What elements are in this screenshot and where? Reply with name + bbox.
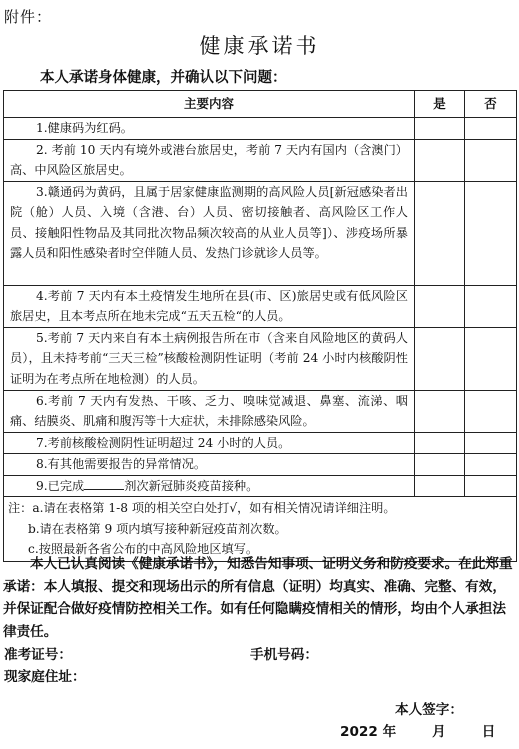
table-header-row (4, 91, 517, 118)
document-title: 健康承诺书 (199, 34, 320, 58)
item-2-no-cell[interactable] (465, 139, 517, 181)
item-9-text (4, 475, 415, 497)
item-1-text: 1.健康码为红码。 (4, 118, 415, 140)
item-6-no-cell[interactable] (465, 390, 517, 432)
item-8-yes-cell[interactable] (415, 454, 465, 476)
item-3-text: 3.赣通码为黄码，且属于居家健康监测期的高风险人员[新冠感染者出院（舱）人员、入境（含港、台）人员、密切接触者、高风险区工作人员、接触阳性物品及其同批次物品频次较高的从业人员等]）、涉疫场所暴露人员和阳性感染者时空伴随人员、发热门诊就诊人员等。 (4, 181, 415, 285)
document-subtitle: 本人承诺身体健康，并确认以下问题： (40, 70, 287, 86)
item-6-yes-cell[interactable] (415, 390, 465, 432)
date-month: 月 (432, 724, 446, 740)
item-9-suffix: 剂次新冠肺炎疫苗接种。 (124, 478, 259, 493)
table-notes-row (4, 497, 517, 562)
address-label: 现家庭住址： (4, 669, 86, 685)
note-a: 注：a.请在表格第 1-8 项的相关空白处打√，如有相关情况请详细注明。 (8, 501, 396, 515)
item-5-no-cell[interactable] (465, 327, 517, 390)
table-row (4, 285, 517, 327)
item-3-no-cell[interactable] (465, 181, 517, 285)
item-2-yes-cell[interactable] (415, 139, 465, 181)
table-row (4, 118, 517, 140)
note-b: b.请在表格第 9 项内填写接种新冠疫苗剂次数。 (28, 521, 287, 536)
item-7-yes-cell[interactable] (415, 432, 465, 454)
header-no: 否 (465, 91, 517, 118)
date-day: 日 (481, 724, 496, 740)
header-yes: 是 (415, 91, 465, 118)
header-content: 主要内容 (4, 91, 415, 118)
table-row (4, 327, 517, 390)
item-5-yes-cell[interactable] (415, 327, 465, 390)
item-4-text: 4.考前 7 天内有本土疫情发生地所在县(市、区)旅居史或有低风险区旅居史，且本考点所在地未完成“五天五检“的人员。 (4, 285, 415, 327)
table-row (4, 454, 517, 476)
item-7-text: 7.考前核酸检测阴性证明超过 24 小时的人员。 (4, 432, 415, 454)
date-line (340, 720, 495, 740)
item-9-no-cell[interactable] (465, 475, 517, 497)
signature-label: 本人签字： (395, 702, 463, 718)
table-row (4, 475, 517, 497)
item-9-yes-cell[interactable] (415, 475, 465, 497)
item-7-no-cell[interactable] (465, 432, 517, 454)
date-year: 2022 年 (340, 724, 397, 740)
item-3-yes-cell[interactable] (415, 181, 465, 285)
table-row (4, 432, 517, 454)
exam-number-label: 准考证号： (4, 647, 72, 663)
item-1-yes-cell[interactable] (415, 118, 465, 140)
phone-label: 手机号码： (250, 647, 318, 663)
attachment-label: 附件： (4, 8, 53, 26)
table-row (4, 390, 517, 432)
item-8-text: 8.有其他需要报告的异常情况。 (4, 454, 415, 476)
item-5-text: 5.考前 7 天内来自有本土病例报告所在市（含来自风险地区的黄码人员），且未持考前“三天三检”核酸检测阴性证明（考前 24 小时内核酸阴性证明为在考点所在地检测）的人员。 (4, 327, 415, 390)
declaration-text: 本人已认真阅读《健康承诺书》，知悉告知事项、证明义务和防疫要求。在此郑重承诺：本人填报、提交和现场出示的所有信息（证明）均真实、准确、完整、有效，并保证配合做好疫情防控相关工作。如有任何隐瞒疫情相关的情形，均由个人承担法律责任。 (3, 556, 513, 640)
item-1-no-cell[interactable] (465, 118, 517, 140)
table-row (4, 139, 517, 181)
item-8-no-cell[interactable] (465, 454, 517, 476)
item-9-prefix: 9.已完成 (36, 478, 85, 493)
item-2-text: 2. 考前 10 天内有境外或港台旅居史，考前 7 天内有国内（含澳门）高、中风险区旅居史。 (4, 139, 415, 181)
vaccine-dose-blank[interactable] (84, 476, 124, 490)
notes-cell (4, 497, 517, 562)
table-row (4, 181, 517, 285)
item-4-yes-cell[interactable] (415, 285, 465, 327)
note-c: c.按照最新各省公布的中高风险地区填写。 (28, 542, 259, 556)
item-4-no-cell[interactable] (465, 285, 517, 327)
item-6-text: 6.考前 7 天内有发热、干咳、乏力、嗅味觉减退、鼻塞、流涕、咽痛、结膜炎、肌痛和腹泻等十大症状，未排除感染风险。 (4, 390, 415, 432)
health-questions-table (3, 90, 517, 562)
